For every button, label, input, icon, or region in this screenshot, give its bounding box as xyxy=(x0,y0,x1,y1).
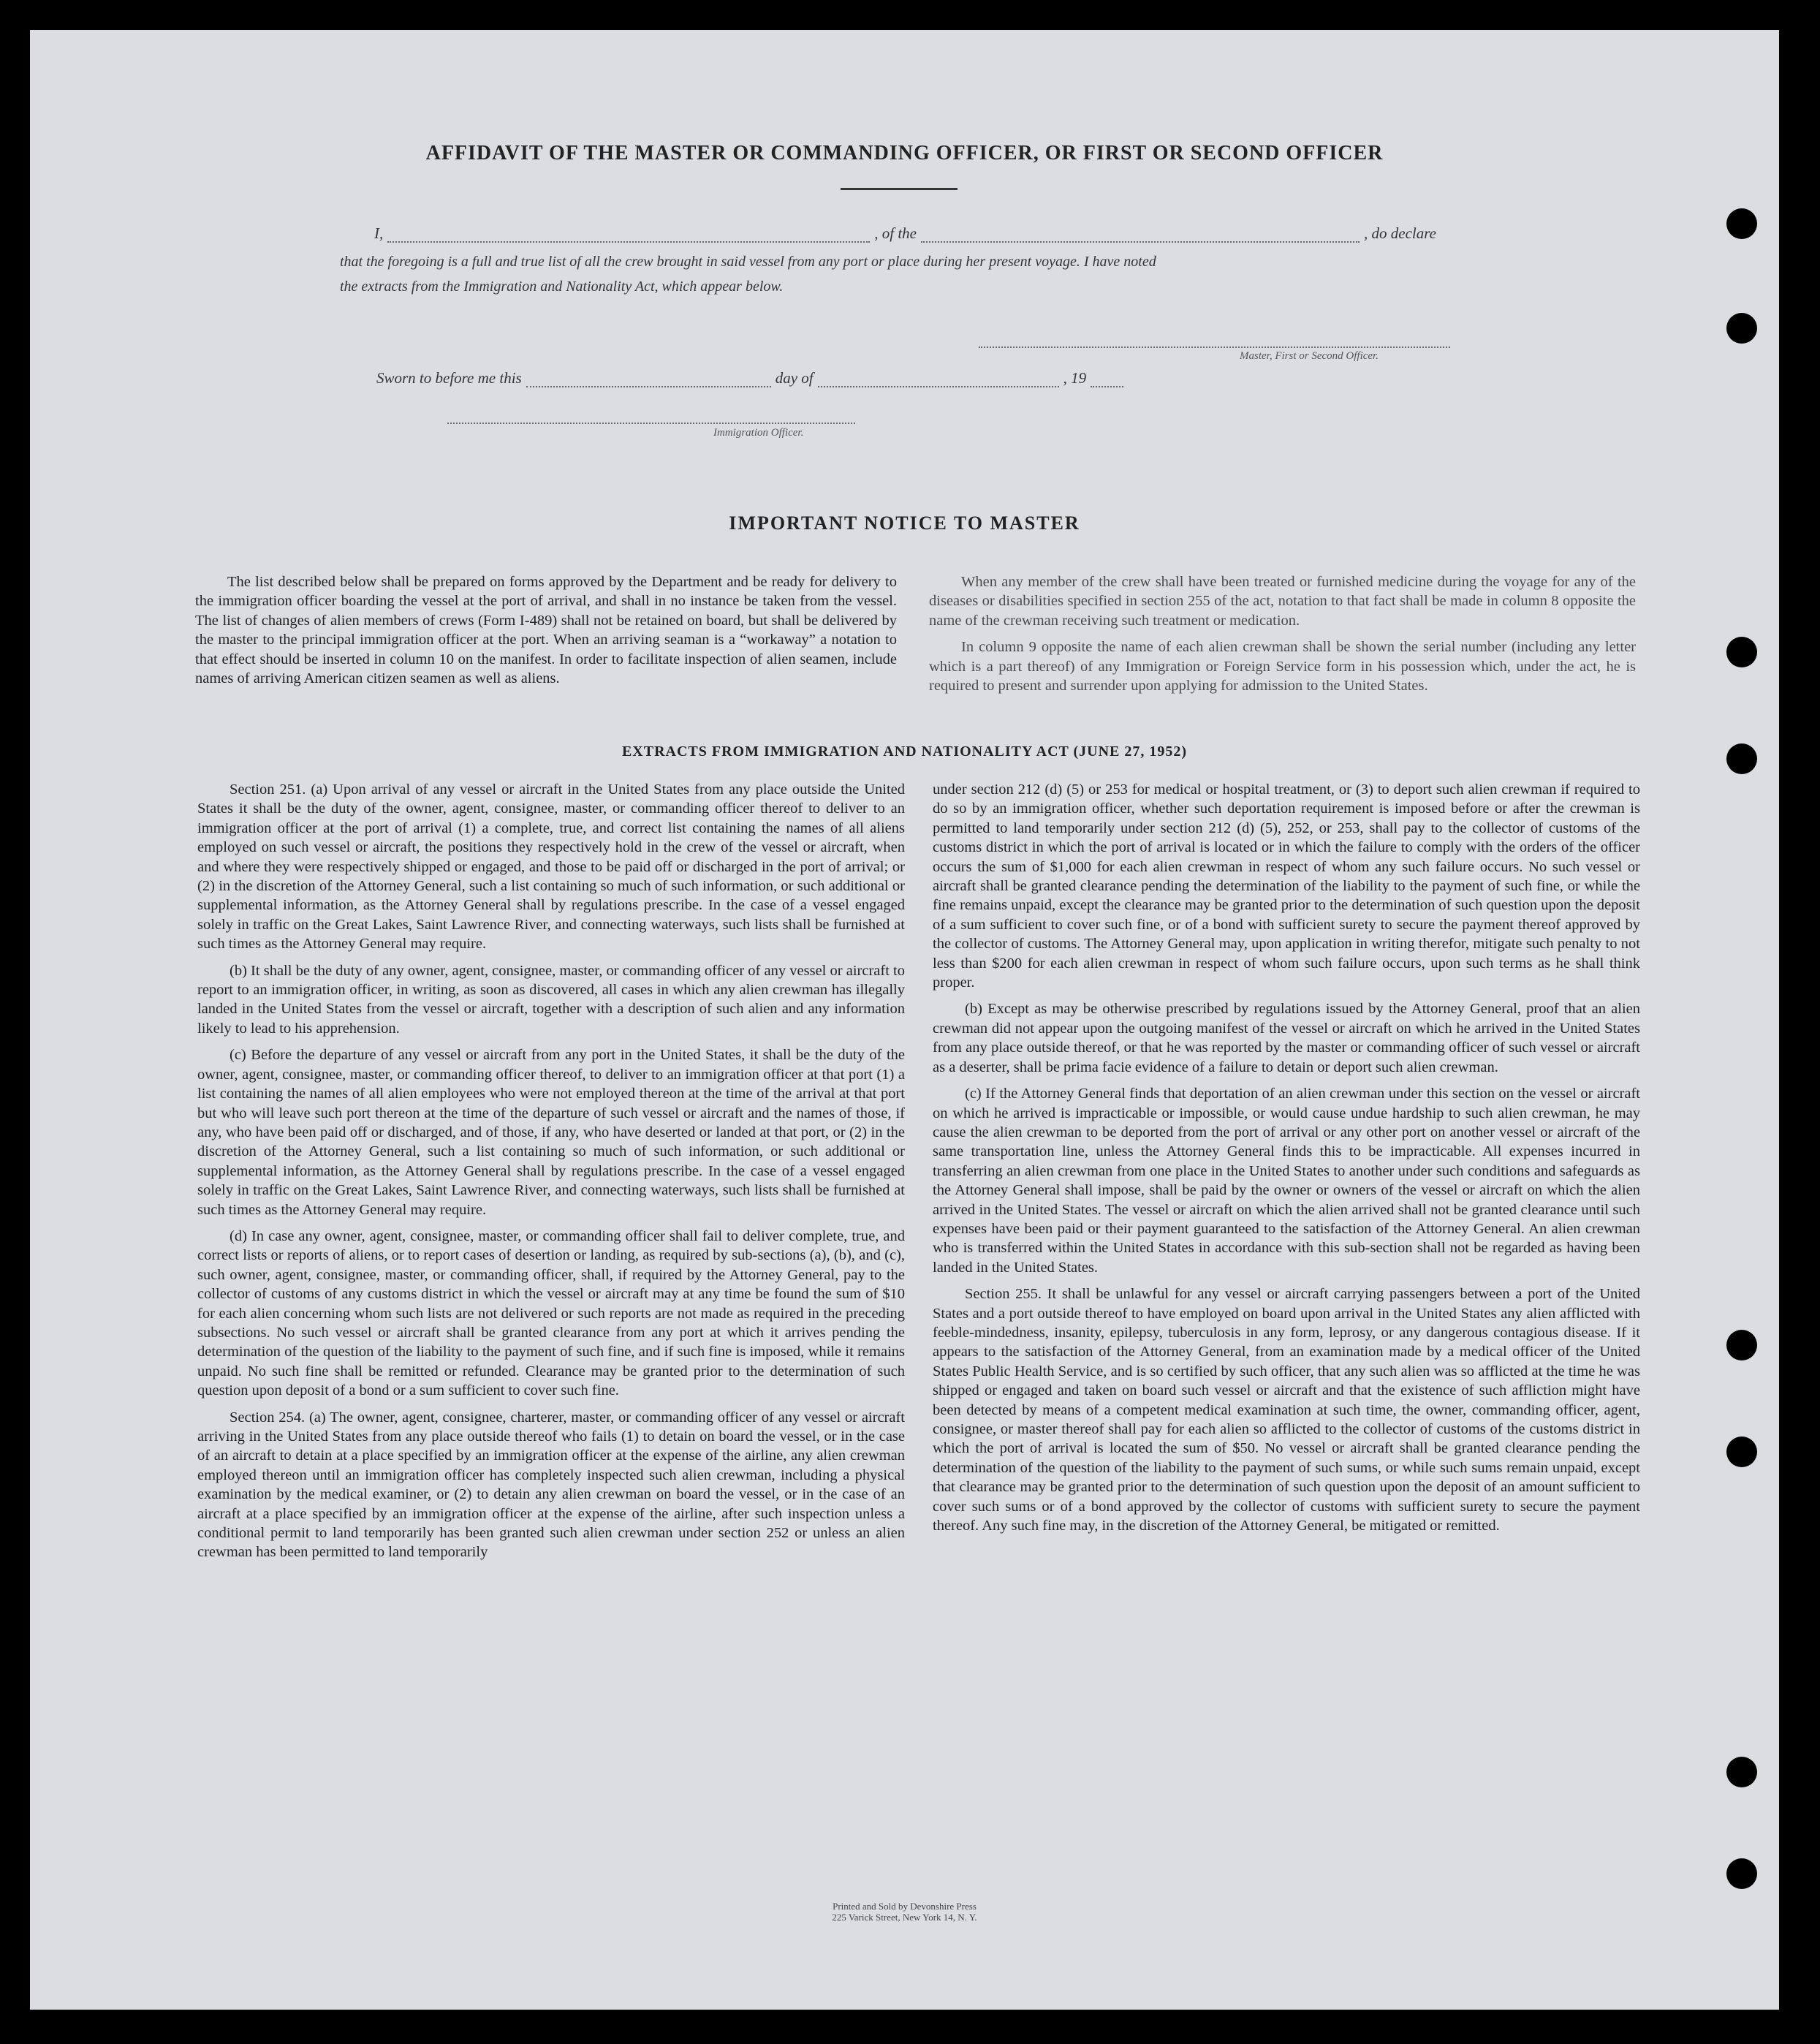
notice-right-column xyxy=(929,572,1636,703)
punch-hole xyxy=(1726,1757,1757,1787)
section-254-b: (b) Except as may be otherwise prescribed by regulations issued by the Attorney General, proof that an alien crewman did not appear upon the outgoing manifest of the vessel or aircraft on which he arrived in the United States from any place outside thereof, or that he was reported by the master or commanding officer of such vessel or aircraft as a deserter, shall be prima facie evidence of a failure to detain or deport such alien crewman. xyxy=(933,1001,1640,1075)
printer-line-2: 225 Varick Street, New York 14, N. Y. xyxy=(832,1912,977,1923)
punch-hole xyxy=(1726,208,1757,239)
sworn-day-field[interactable] xyxy=(526,373,771,387)
vessel-field[interactable] xyxy=(921,228,1360,243)
officer-signature-line[interactable] xyxy=(447,421,855,424)
sworn-line xyxy=(376,369,1128,387)
section-251-c: (c) Before the departure of any vessel or aircraft from any port in the United States, it shall be the duty of the owner, agent, consignee, master, or commanding officer thereof, to deliver to an immigration officer at that port (1) a list containing the names of all alien employees who were not employed thereon at the time of the arrival at that port but who will leave such port thereon at the time of the departure of such vessel or aircraft and the names of those, if any, who have been paid off or discharged, and of those, if any, who have deserted or landed at that port, or (2) in the discretion of the Attorney General, such a list containing so much of such information, or such additional or supplemental information, as the Attorney General shall by regulations prescribe. In the case of a vessel engaged solely in traffic on the Great Lakes, Saint Lawrence River, and connecting waterways, such lists shall be furnished at such times as the Attorney General may require. xyxy=(197,1047,905,1218)
section-254-a: Section 254. (a) The owner, agent, consignee, charterer, master, or commanding officer of any vessel or aircraft arriving in the United States from any place outside thereof who fails (1) to detain on board the vessel, or in the case of an aircraft to detain at a place specified by an immigration officer at the expense of the airline, any alien crewman employed thereon until an immigration officer has completely inspected such alien crewman, including a physical examination by the medical examiner, or (2) to detain any alien crewman on board the vessel, or in the case of an aircraft at a place specified by an immigration officer at the expense of the airline, after such inspection unless a conditional permit to land temporarily has been granted such alien crewman under section 252 or unless an alien crewman has been permitted to land temporarily xyxy=(197,1409,905,1561)
year-label: , 19 xyxy=(1063,369,1087,387)
punch-hole xyxy=(1726,1858,1757,1889)
notice-title: IMPORTANT NOTICE TO MASTER xyxy=(729,512,1080,534)
printer-imprint xyxy=(30,1901,1779,1923)
section-251-d: (d) In case any owner, agent, consignee, master, or commanding officer shall fail to deliver complete, true, and correct lists or reports of aliens, or to report cases of desertion or landing, as required by sub-sections (a), (b), and (c), such owner, agent, consignee, master, or commanding officer, shall, if required by the Attorney General, pay to the collector of customs of any customs district in which the vessel or aircraft may at any time be found the sum of $10 for each alien concerning whom such lists are not delivered or such reports are not made as required in the preceding subsections. No such vessel or aircraft shall be granted clearance from any port at which it arrives pending the determination of the question of the liability to the payment of such fine, and if such fine is imposed, while it remains unpaid. No such fine shall be remitted or refunded. Clearance may be granted prior to the determination of such question upon deposit of a bond or a sum sufficient to cover such fine. xyxy=(197,1227,905,1399)
punch-hole xyxy=(1726,1437,1757,1467)
punch-hole xyxy=(1726,637,1757,667)
declaration-text-line-2: that the foregoing is a full and true list of all the crew brought in said vessel from any port or place during her present voyage. I have noted xyxy=(340,254,1156,270)
section-251-b: (b) It shall be the duty of any owner, agent, consignee, master, or commanding officer of any vessel or aircraft to report to an immigration officer, in writing, as soon as discovered, all cases in which any alien crewman has illegally landed in the United States from the vessel or aircraft, together with a description of such alien and any information likely to lead to his apprehension. xyxy=(197,962,905,1037)
printer-line-1: Printed and Sold by Devonshire Press xyxy=(833,1901,977,1912)
notice-paragraph: In column 9 opposite the name of each alien crewman shall be shown the serial number (including any letter which is a part thereof) of any Immigration or Foreign Service form in his possession which, under the act, he is required to present and surrender upon applying for admission to the United States. xyxy=(929,639,1636,694)
extracts-right-column xyxy=(933,780,1640,1543)
of-the-label: , of the xyxy=(874,224,917,242)
officer-signature-caption: Immigration Officer. xyxy=(713,427,804,439)
title-rule xyxy=(841,188,958,190)
master-signature-caption: Master, First or Second Officer. xyxy=(1240,350,1379,362)
extracts-left-column xyxy=(197,780,905,1570)
declaration-line xyxy=(374,224,1436,243)
declaration-text-line-3: the extracts from the Immigration and Nationality Act, which appear below. xyxy=(340,279,784,295)
section-251-a: Section 251. (a) Upon arrival of any vessel or aircraft in the United States from any place outside the United States it shall be the duty of the owner, agent, consignee, master, or commanding officer thereof to deliver to an immigration officer at the port of arrival (1) a complete, true, and correct list containing the names of all aliens employed on such vessel or aircraft, the positions they respectively hold in the crew of the vessel or aircraft, when and where they were respectively shipped or engaged, and those to be paid off or discharged in the port of arrival; or (2) in the discretion of the Attorney General, such a list containing so much of such information, or such additional or supplemental information, as the Attorney General shall by regulations prescribe. In the case of a vessel engaged solely in traffic on the Great Lakes, Saint Lawrence River, and connecting waterways, such lists shall be furnished at such times as the Attorney General may require. xyxy=(197,781,905,953)
form-page xyxy=(30,30,1779,2010)
i-label: I, xyxy=(374,224,384,242)
section-255: Section 255. It shall be unlawful for any vessel or aircraft carrying passengers between a port of the United States and a port outside thereof to have employed on board upon arrival in the United States any alien afflicted with feeble-mindedness, insanity, epilepsy, tuberculosis in any form, leprosy, or any dangerous contagious disease. If it appears to the satisfaction of the Attorney General, from an examination made by a medical officer of the United States Public Health Service, and is so certified by such officer, that any such alien was so afflicted at the time he was shipped or engaged and taken on board such vessel or aircraft and that the existence of such affliction might have been detected by means of a competent medical examination at such time, the owner, commanding officer, agent, consignee, or master thereof shall pay for each alien so afflicted to the collector of customs of the customs district in which the port of arrival is located the sum of $50. No vessel or aircraft shall be granted clearance pending the determination of the question of the liability to the payment of such sums, or while such sums remain unpaid, except that clearance may be granted prior to the determination of such question upon the deposit of an amount sufficient to cover such sums or of a bond approved by the collector of customs with sufficient surety to secure the payment thereof. Any such fine may, in the discretion of the Attorney General, be mitigated or remitted. xyxy=(933,1286,1640,1534)
notice-left-column xyxy=(195,572,897,695)
master-signature-line[interactable] xyxy=(979,345,1450,348)
sworn-year-field[interactable] xyxy=(1091,373,1123,387)
sworn-label: Sworn to before me this xyxy=(376,369,522,387)
name-field[interactable] xyxy=(387,228,870,243)
affidavit-title: AFFIDAVIT OF THE MASTER OR COMMANDING OFFICER, OR FIRST OR SECOND OFFICER xyxy=(425,142,1384,164)
punch-hole xyxy=(1726,313,1757,344)
section-254-a-continued: under section 212 (d) (5) or 253 for medical or hospital treatment, or (3) to deport such alien crewman if required to do so by an immigration officer, whether such deportation requirement is imposed before or after the crewman is permitted to land temporarily under section 212 (d) (5), 252, or 253, shall pay to the collector of customs of the customs district in which the port of arrival is located or in which the failure to comply with the orders of the officer occurs the sum of $1,000 for each alien crewman in respect of whom any such failure occurs. No such vessel or aircraft shall be granted clearance pending the determination of the liability to the payment of such fine, or while the fine remains unpaid, except the clearance may be granted prior to the determination of such question upon the deposit of a sum sufficient to cover such fine, or of a bond with sufficient surety to secure the payment thereof approved by the collector of customs. The Attorney General may, upon application in writing therefor, mitigate such penalty to not less than $200 for each alien crewman in respect of whom such failure occurs, upon such terms as he shall think proper. xyxy=(933,781,1640,991)
extracts-title: EXTRACTS FROM IMMIGRATION AND NATIONALITY ACT (JUNE 27, 1952) xyxy=(621,743,1188,760)
sworn-month-field[interactable] xyxy=(818,373,1059,387)
day-of-label: day of xyxy=(775,369,814,387)
notice-paragraph: When any member of the crew shall have been treated or furnished medicine during the voyage for any of the diseases or disabilities specified in section 255 of the act, notation to that fact shall be made in column 8 opposite the name of the crewman receiving such treatment or medication. xyxy=(929,574,1636,629)
notice-paragraph: The list described below shall be prepared on forms approved by the Department and be ready for delivery to the immigration officer boarding the vessel at the port of arrival, and shall in no instance be taken from the vessel. The list of changes of alien members of crews (Form I-489) shall not be retained on board, but shall be delivered by the master to the principal immigration officer at the port. When an arriving seaman is a “workaway” a notation to that effect should be inserted in column 10 on the manifest. In order to facilitate inspection of alien seamen, include names of arriving American citizen seamen as well as aliens. xyxy=(195,574,897,687)
punch-hole xyxy=(1726,1330,1757,1360)
section-254-c: (c) If the Attorney General finds that deportation of an alien crewman under this section on the vessel or aircraft on which he arrived is impracticable or impossible, or would cause undue hardship to such alien crewman, he may cause the alien crewman to be deported from the port of arrival or any other port on another vessel or aircraft of the same transportation line, unless the Attorney General finds this to be impracticable. All expenses incurred in transferring an alien crewman from one place in the United States to another under such conditions and safeguards as the Attorney General shall impose, shall be paid by the owner or owners of the vessel or aircraft on which the alien arrived in the United States. The vessel or aircraft on which the alien arrived shall not be granted clearance until such expenses have been paid or their payment guaranteed to the satisfaction of the Attorney General. An alien crewman who is transferred within the United States in accordance with this sub-section shall not be regarded as having been landed in the United States. xyxy=(933,1086,1640,1276)
do-declare-label: , do declare xyxy=(1364,224,1436,242)
